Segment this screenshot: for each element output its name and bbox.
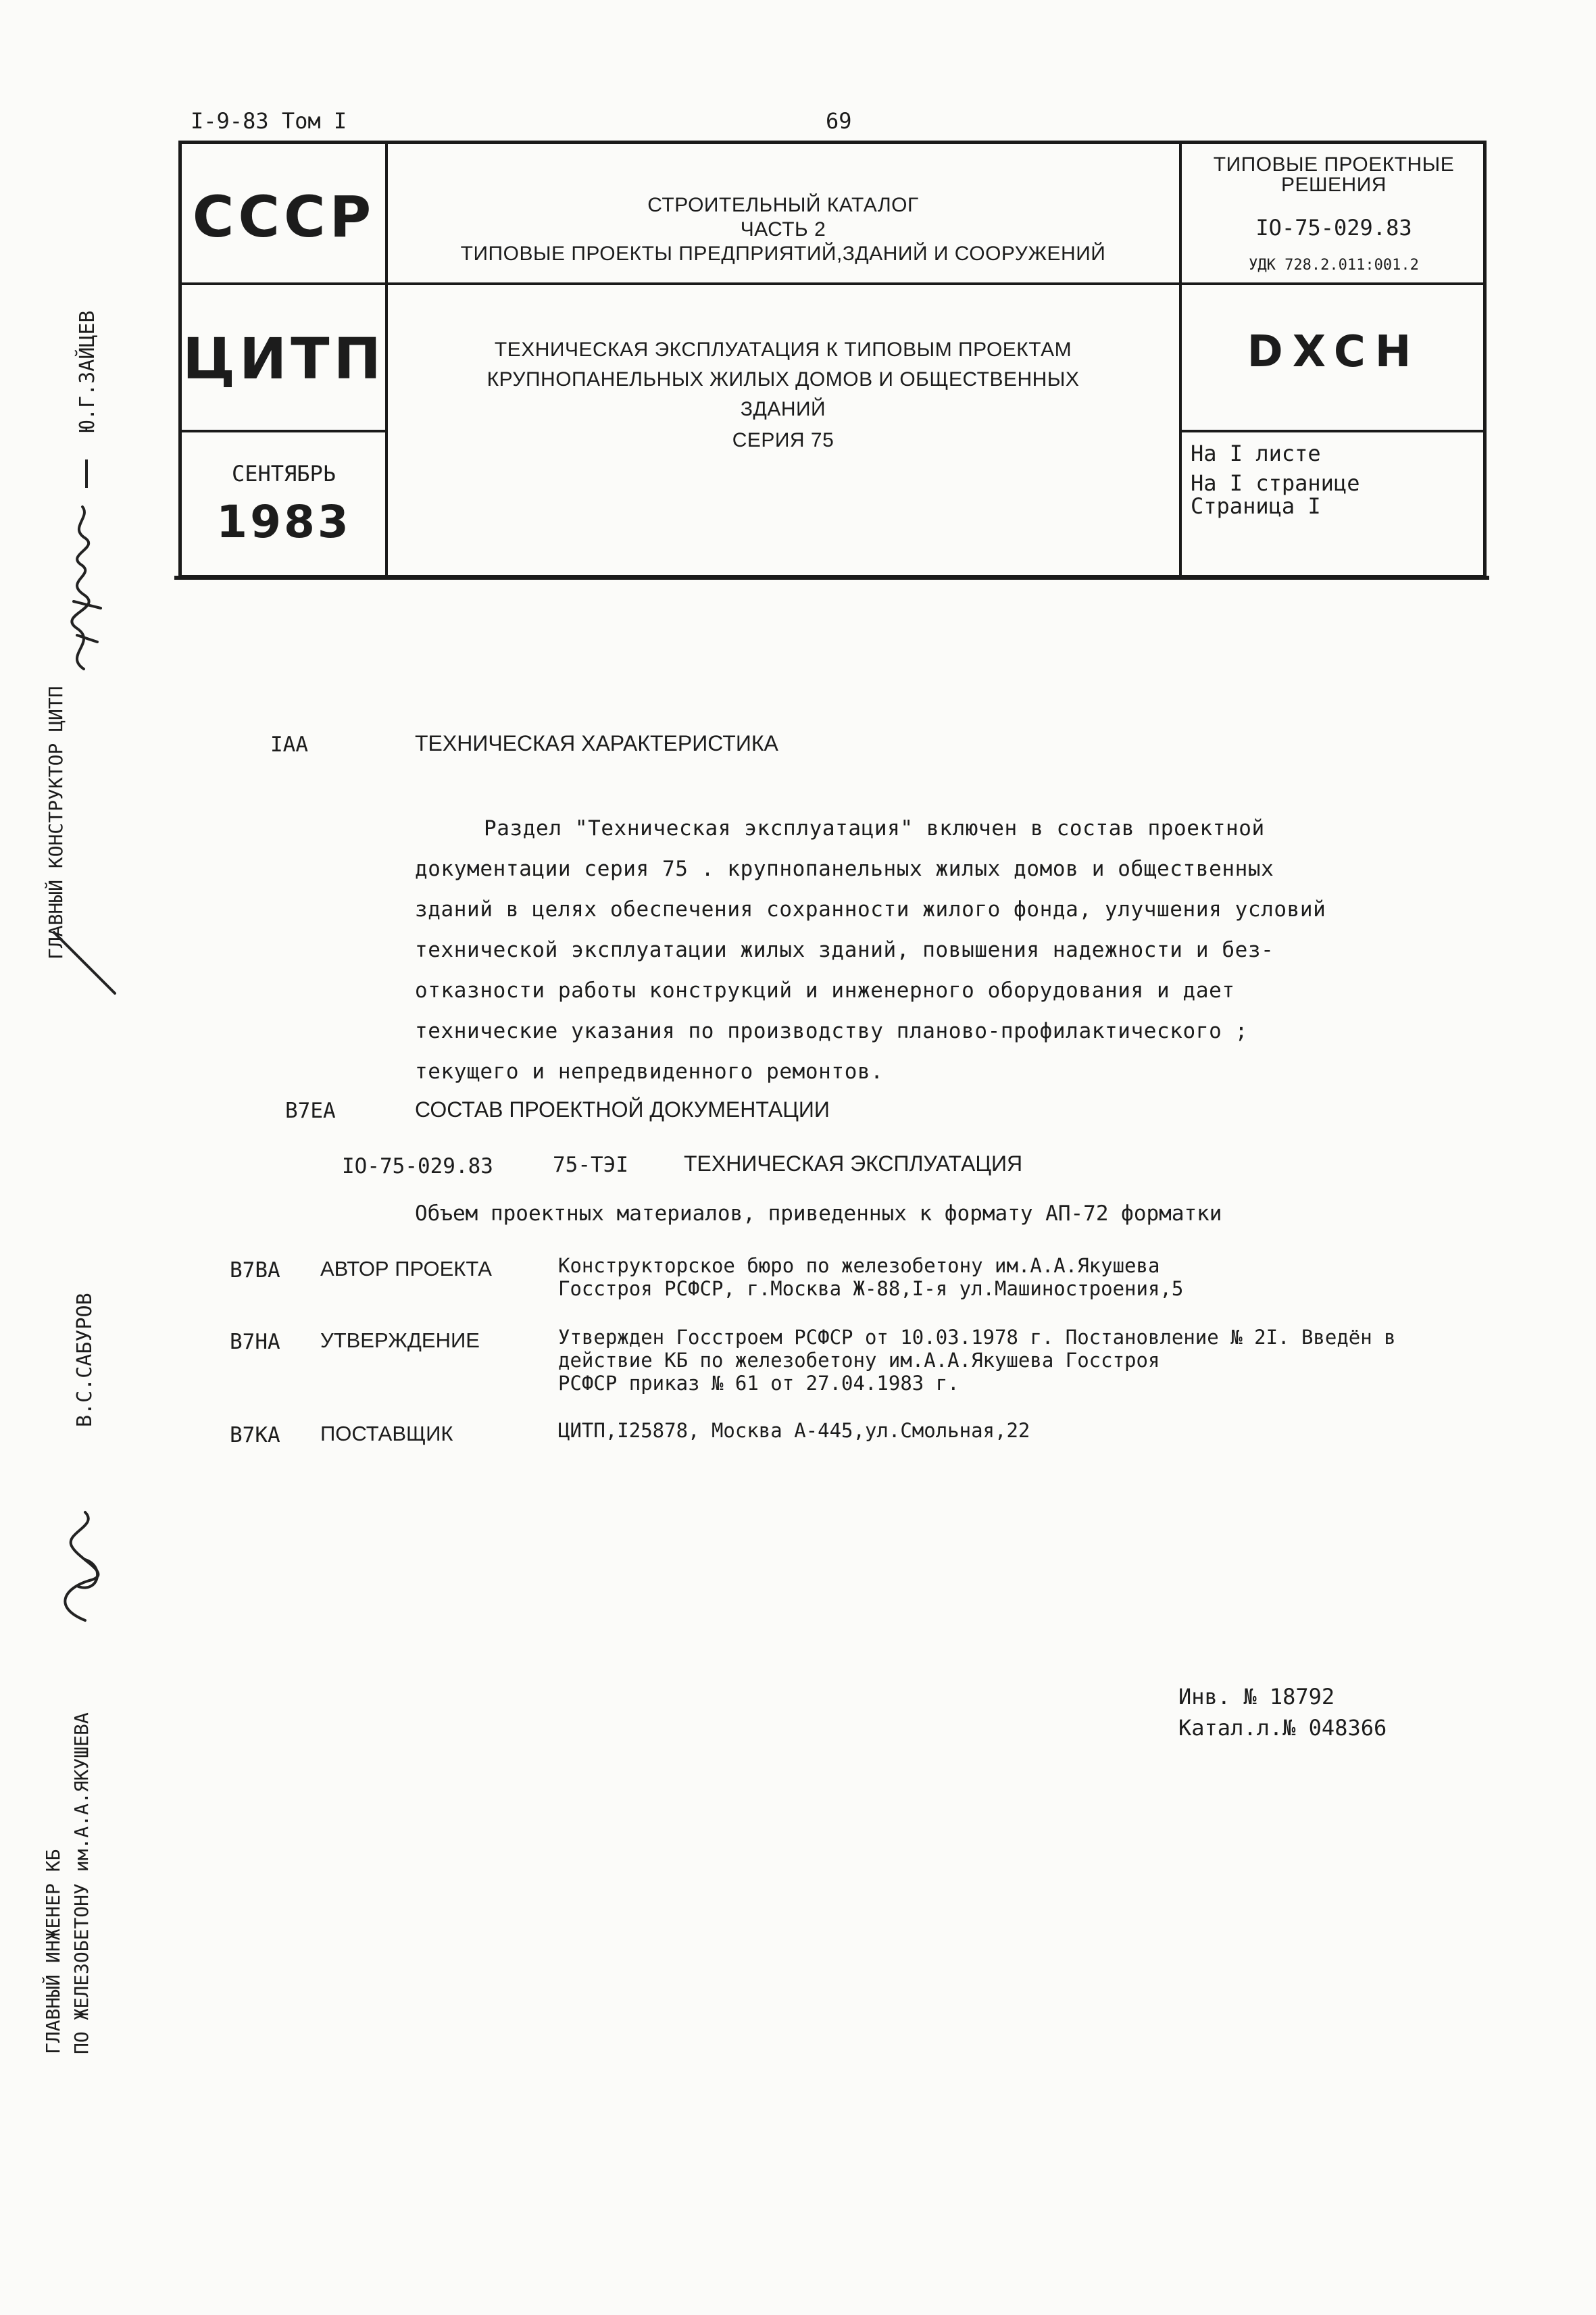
catalog-title: СТРОИТЕЛЬНЫЙ КАТАЛОГ — [647, 194, 919, 216]
entry-line: Госстроя РСФСР, г.Москва Ж-88,I-я ул.Машиностроения,5 — [558, 1277, 1184, 1300]
stamp-divider — [178, 282, 1487, 285]
org-label: ЦИТП — [182, 326, 385, 392]
udk-code: УДК 728.2.011:001.2 — [1249, 257, 1419, 274]
subject-line-2: КРУПНОПАНЕЛЬНЫХ ЖИЛЫХ ДОМОВ И ОБЩЕСТВЕННЫХ — [487, 368, 1080, 391]
entry-code: В7НА — [230, 1330, 280, 1354]
entry-line: Утвержден Госстроем РСФСР от 10.03.1978 г. Постановление № 2I. Введён в — [558, 1326, 1396, 1349]
series-label: СЕРИЯ 75 — [732, 429, 834, 451]
margin-chief-engineer-1: ГЛАВНЫЙ ИНЖЕНЕР КБ — [42, 1849, 64, 2054]
type-label-1: ТИПОВЫЕ ПРОЕКТНЫЕ — [1213, 153, 1455, 176]
date-year: 1983 — [216, 496, 351, 548]
sheets-count: На I листе — [1191, 441, 1321, 466]
signature-saburov — [38, 1505, 119, 1627]
classification-code: DXCH — [1247, 327, 1421, 377]
composition-doc-sub: 75-ТЭI — [553, 1153, 628, 1177]
composition-doc-code: IO-75-029.83 — [342, 1154, 493, 1178]
paragraph-line-6: технические указания по производству планово-профилактического ; — [415, 1019, 1248, 1043]
margin-name-saburov: В.С.САБУРОВ — [73, 1293, 97, 1427]
paragraph-line-3: зданий в целях обеспечения сохранности жилого фонда, улучшения условий — [415, 897, 1326, 922]
section-title: СОСТАВ ПРОЕКТНОЙ ДОКУМЕНТАЦИИ — [415, 1097, 830, 1122]
entry-label: АВТОР ПРОЕКТА — [320, 1257, 492, 1280]
page-index: Страница I — [1191, 493, 1321, 519]
catalog-part: ЧАСТЬ 2 — [740, 218, 826, 241]
paragraph-line-1: Раздел "Техническая эксплуатация" включен в состав проектной — [484, 816, 1265, 841]
doc-code: IO-75-029.83 — [1255, 215, 1412, 241]
inventory-number: Инв. № 18792 — [1178, 1684, 1335, 1710]
entry-line: ЦИТП,I25878, Москва А-445,ул.Смольная,22 — [558, 1419, 1030, 1442]
page-number: 69 — [826, 108, 852, 134]
subject-line-3: ЗДАНИЙ — [740, 398, 826, 420]
volume-line: Объем проектных материалов, приведенных к формату АП-72 форматки — [415, 1201, 1222, 1226]
paragraph-line-2: документации серия 75 . крупнопанельных жилых домов и общественных — [415, 857, 1274, 881]
stroke-mark — [41, 919, 122, 1000]
stamp-divider — [1179, 430, 1487, 432]
stamp-divider — [1179, 141, 1182, 578]
margin-chief-constructor: ГЛАВНЫЙ КОНСТРУКТОР ЦИТП — [45, 686, 67, 960]
entry-line: РСФСР приказ № 61 от 27.04.1983 г. — [558, 1372, 959, 1395]
catalog-subtitle: ТИПОВЫЕ ПРОЕКТЫ ПРЕДПРИЯТИЙ,ЗДАНИЙ И СООРУЖЕНИЙ — [460, 243, 1106, 265]
paragraph-line-4: технической эксплуатации жилых зданий, повышения надежности и без- — [415, 938, 1274, 962]
margin-chief-engineer-2: ПО ЖЕЛЕЗОБЕТОНУ им.А.А.ЯКУШЕВА — [70, 1712, 93, 2054]
margin-dash — [85, 459, 88, 488]
margin-name-zaitsev: Ю.Г.ЗАЙЦЕВ — [76, 310, 99, 432]
paragraph-line-5: отказности работы конструкций и инженерного оборудования и дает — [415, 978, 1235, 1003]
section-code: В7ЕА — [285, 1099, 336, 1123]
type-label-2: РЕШЕНИЯ — [1281, 174, 1387, 196]
entry-label: ПОСТАВЩИК — [320, 1422, 453, 1445]
signature-zaitsev — [43, 500, 118, 676]
stamp-bottom-rule — [174, 576, 1489, 580]
entry-line: действие КБ по железобетону им.А.А.Якушева Госстроя — [558, 1349, 1160, 1372]
paragraph-line-7: текущего и непредвиденного ремонтов. — [415, 1060, 884, 1084]
catalog-sheet-number: Катал.л.№ 048366 — [1178, 1715, 1387, 1741]
subject-line-1: ТЕХНИЧЕСКАЯ ЭКСПЛУАТАЦИЯ К ТИПОВЫМ ПРОЕКТАМ — [494, 339, 1072, 361]
document-reference: I-9-83 Том I — [191, 108, 347, 134]
entry-code: В7ВА — [230, 1258, 280, 1283]
entry-code: В7КА — [230, 1423, 280, 1447]
section-code: IAA — [270, 732, 308, 757]
country-label: СССР — [192, 184, 376, 250]
section-title: ТЕХНИЧЕСКАЯ ХАРАКТЕРИСТИКА — [415, 731, 778, 755]
entry-line: Конструкторское бюро по железобетону им.А.А.Якушева — [558, 1254, 1160, 1277]
stamp-divider — [178, 430, 386, 432]
composition-doc-title: ТЕХНИЧЕСКАЯ ЭКСПЛУАТАЦИЯ — [684, 1151, 1023, 1176]
date-month: СЕНТЯБРЬ — [231, 461, 336, 487]
entry-label: УТВЕРЖДЕНИЕ — [320, 1328, 480, 1352]
pages-count: На I странице — [1191, 470, 1360, 496]
